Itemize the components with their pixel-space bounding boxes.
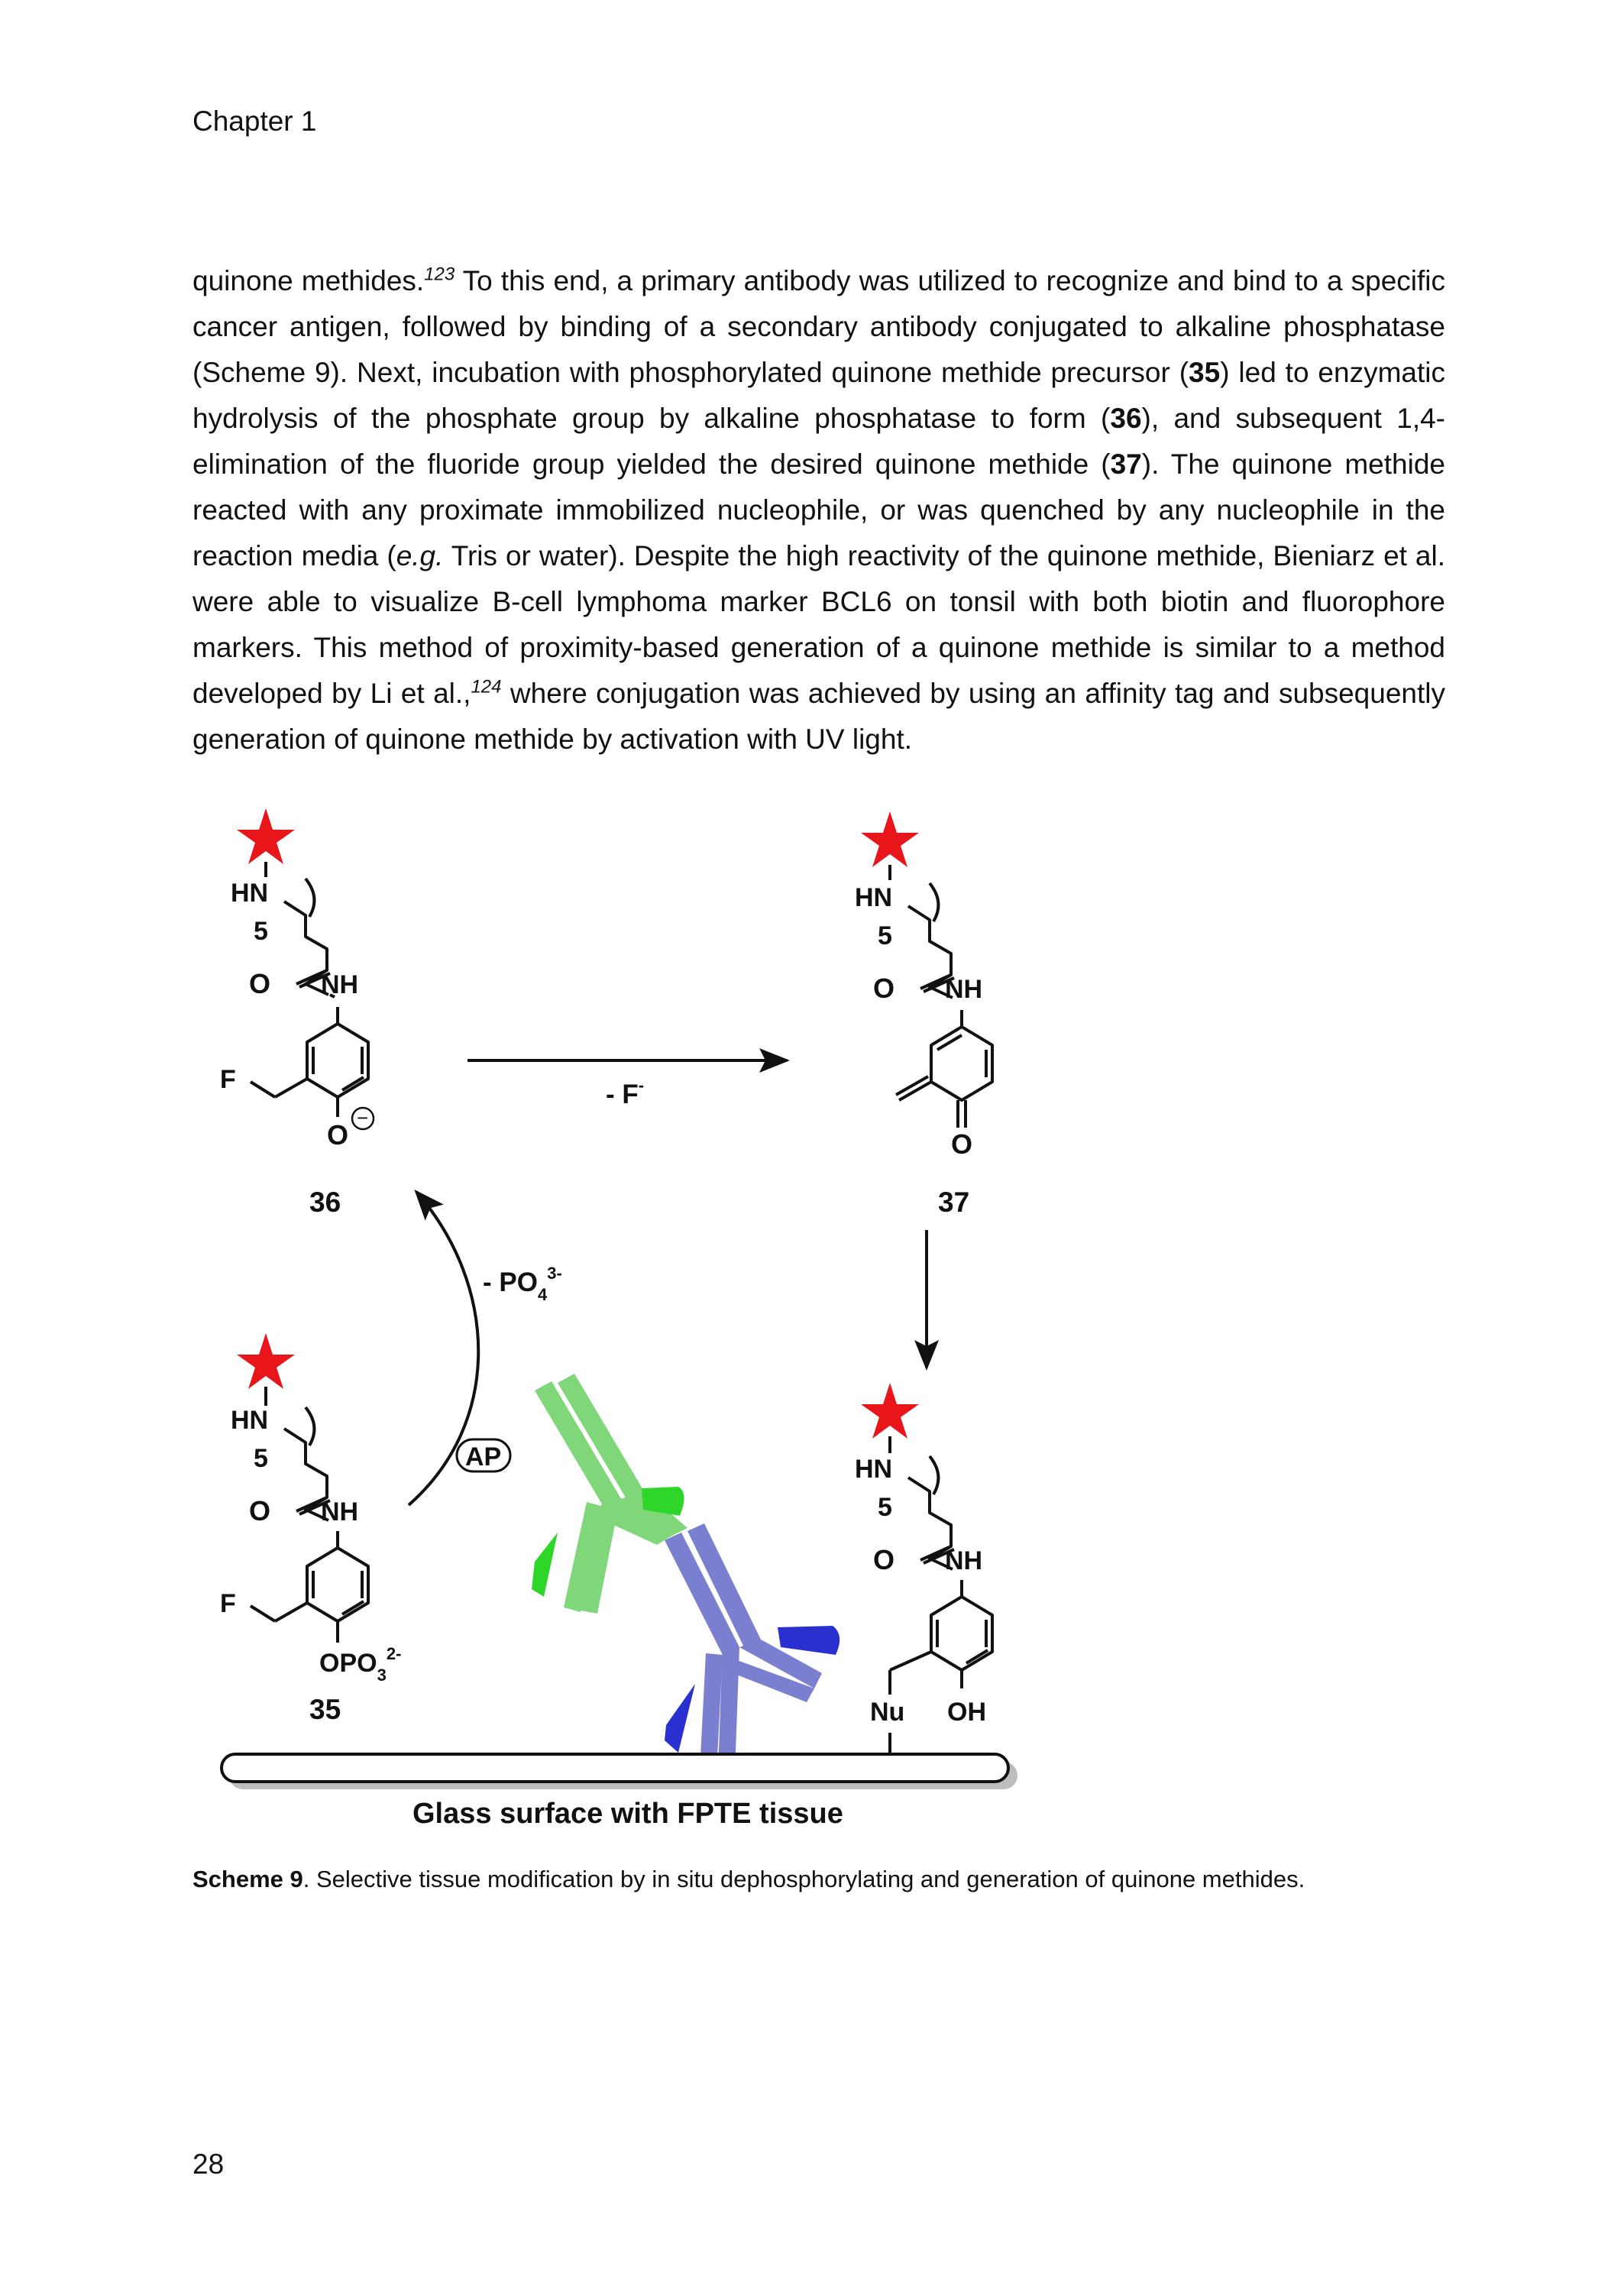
atom-f: F [220,1065,236,1094]
glass-surface [222,1754,1008,1782]
atom-o: O [249,968,271,999]
atom-5: 5 [878,1493,892,1522]
compound-36-structure [220,808,374,1151]
atom-o: O [873,973,895,1004]
atom-o: O [327,1119,349,1151]
text-run: ) led to enzymatic hydrolysis of the phosphate group by alkaline phosphatase to form ( [192,357,1445,434]
atom-5: 5 [254,917,268,946]
compound-label-35: 35 [309,1694,341,1725]
atom-oh: OH [947,1698,986,1727]
atom-nh: NH [945,1546,983,1575]
glass-surface-label: Glass surface with FPTE tissue [412,1798,843,1830]
scheme-caption [192,1866,1305,1893]
text-run: To this end, a primary antibody was utilized to recognize and bind to a specific cancer antigen, followed by binding of a secondary antibody conjugated to alkaline phosphatase (Scheme 9). Next, incubation with phosphorylated quinone methide precursor ( [192,265,1445,388]
compound-35-structure [220,1333,401,1685]
fluorophore-star-icon [861,1383,919,1439]
reference-124: 124 [471,676,502,698]
caption-label: Scheme 9 [192,1866,303,1892]
atom-nh: NH [321,1497,359,1526]
reaction-scheme [0,795,1624,1849]
primary-antibody [532,1374,687,1614]
phosphate-group: $OPO_3^{2-}$ [319,1644,402,1685]
caption-text: . Selective tissue modification by in situ dephosphorylating and generation of quinone methides. [302,1866,1305,1892]
atom-nu: Nu [870,1698,905,1727]
atom-hn: HN [855,883,893,912]
atom-o: O [873,1544,895,1575]
atom-5: 5 [254,1444,268,1473]
atom-nh: NH [321,970,359,999]
text-run: ). The quinone methide reacted with any proximate immobilized nucleophile, or was quenched by any nucleophile in the reaction media ( [192,448,1445,571]
compound-ref-37: 37 [1110,448,1142,480]
body-paragraph [192,258,1445,762]
charge-minus: − [357,1106,369,1129]
fluorophore-star-icon [237,1333,295,1389]
compound-ref-35: 35 [1189,357,1221,388]
eg-italic: e.g. [396,540,444,571]
arrow-label-minus-f: - F- [606,1076,645,1109]
text-run: where conjugation was achieved by using an affinity tag and subsequently generation of quinone methide by activation with UV light. [192,678,1445,755]
atom-5: 5 [878,921,892,950]
ap-enzyme-label: AP [465,1442,502,1471]
reference-123: 123 [424,264,455,285]
atom-nh: NH [945,975,983,1004]
text-run: Tris or water). Despite the high reactivity of the quinone methide, Bieniarz et al. were able to visualize B-cell lymphoma marker BCL6 on tonsil with both biotin and fluorophore markers. This method of proximity-based generation of a quinone methide is similar to a method developed by Li et al., [192,540,1445,709]
compound-ref-36: 36 [1110,403,1142,434]
compound-label-37: 37 [938,1186,970,1218]
fluorophore-star-icon [861,811,919,867]
atom-o: O [249,1495,271,1526]
text-run: quinone methides. [192,265,425,296]
atom-hn: HN [231,879,269,908]
secondary-antibody [665,1523,839,1774]
compound-label-36: 36 [309,1186,341,1218]
running-header: Chapter 1 [192,105,317,137]
page-number: 28 [192,2148,225,2180]
immobilized-product-structure [855,1383,992,1754]
atom-o: O [951,1128,973,1160]
text-run: ), and subsequent 1,4-elimination of the fluoride group yielded the desired quinone methide ( [192,403,1445,480]
arrow-label-minus-po4: - $PO_4^{3-}$ [483,1264,562,1304]
atom-hn: HN [855,1455,893,1484]
compound-37-structure [855,811,992,1160]
fluorophore-star-icon [237,808,295,864]
atom-f: F [220,1589,236,1618]
atom-hn: HN [231,1406,269,1435]
